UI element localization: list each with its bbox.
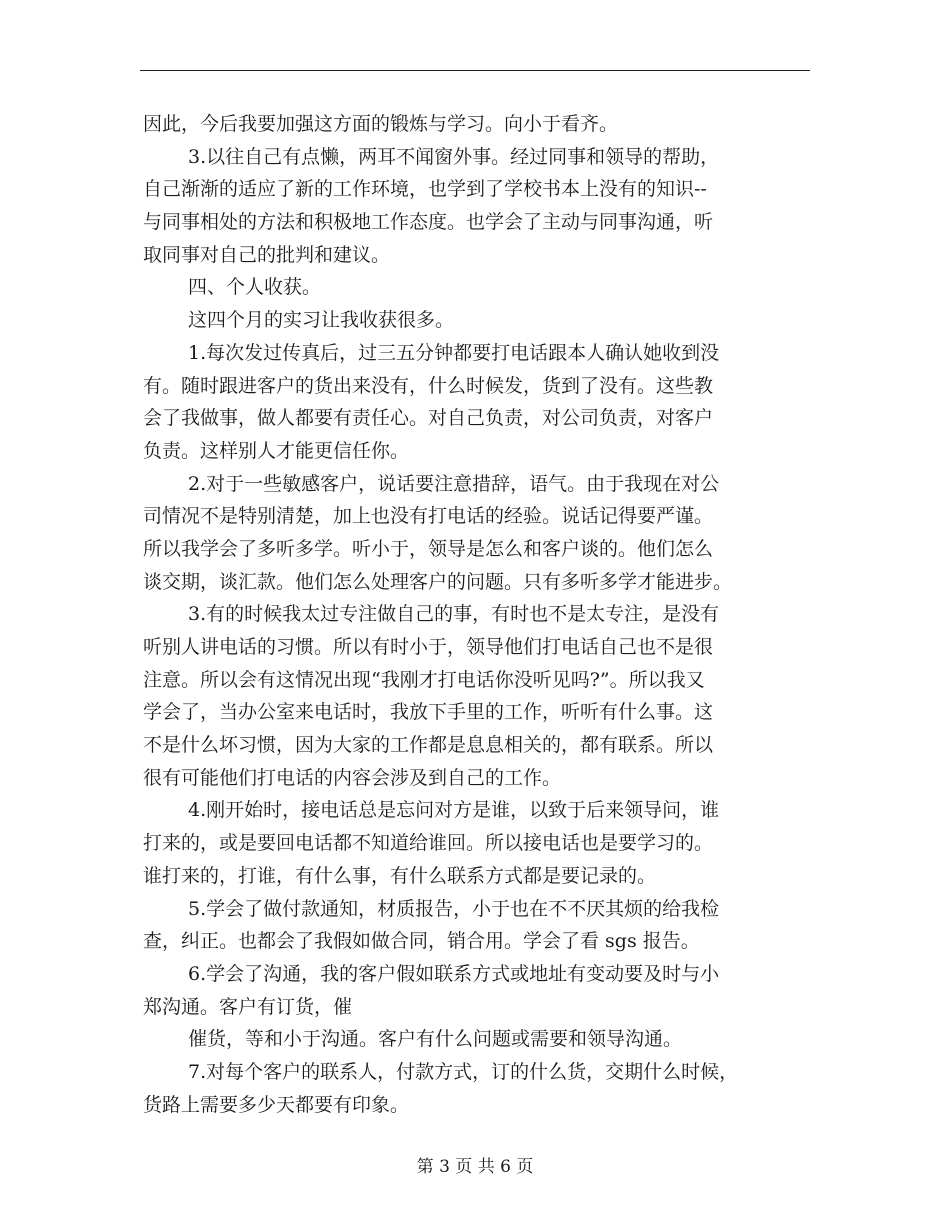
text-line: 司情况不是特别清楚，加上也没有打电话的经验。说话记得要严谨。 bbox=[143, 505, 714, 528]
header-rule bbox=[140, 70, 810, 71]
text-line: 有。随时跟进客户的货出来没有，什么时候发，货到了没有。这些教 bbox=[143, 374, 714, 397]
text-line: 四、个人收获。 bbox=[188, 276, 322, 299]
text-line: 谁打来的，打谁，有什么事，有什么联系方式都是要记录的。 bbox=[143, 864, 657, 887]
text-line: 打来的，或是要回电话都不知道给谁回。所以接电话也是要学习的。 bbox=[143, 832, 714, 855]
text-line: 货路上需要多少天都要有印象。 bbox=[143, 1093, 410, 1116]
text-line: 谈交期，谈汇款。他们怎么处理客户的问题。只有多听多学才能进步。 bbox=[143, 570, 733, 593]
text-line: 3.以往自己有点懒，两耳不闻窗外事。经过同事和领导的帮助， bbox=[188, 145, 720, 168]
text-line: 3.有的时候我太过专注做自己的事，有时也不是太专注，是没有 bbox=[188, 603, 720, 626]
body-text bbox=[143, 108, 811, 1121]
text-line: 6.学会了沟通，我的客户假如联系方式或地址有变动要及时与小 bbox=[188, 962, 720, 985]
text-line: 2.对于一些敏感客户，说话要注意措辞，语气。由于我现在对公 bbox=[188, 472, 720, 495]
text-line: 催货，等和小于沟通。客户有什么问题或需要和领导沟通。 bbox=[188, 1028, 683, 1051]
text-line: 与同事相处的方法和积极地工作态度。也学会了主动与同事沟通，听 bbox=[143, 211, 714, 234]
text-line: 1.每次发过传真后，过三五分钟都要打电话跟本人确认她收到没 bbox=[188, 341, 720, 364]
text-line: 因此，今后我要加强这方面的锻炼与学习。向小于看齐。 bbox=[143, 113, 619, 135]
text-line: 学会了，当办公室来电话时，我放下手里的工作，听听有什么事。这 bbox=[143, 701, 714, 724]
text-line: 取同事对自己的批判和建议。 bbox=[143, 243, 391, 266]
text-line: 注意。所以会有这情况出现“我刚才打电话你没听见吗?”。所以我又 bbox=[143, 668, 705, 691]
text-line: 会了我做事，做人都要有责任心。对自己负责，对公司负责，对客户 bbox=[143, 407, 714, 430]
text-line: 4.刚开始时，接电话总是忘问对方是谁，以致于后来领导问，谁 bbox=[188, 799, 720, 822]
text-line: 不是什么坏习惯，因为大家的工作都是息息相关的，都有联系。所以 bbox=[143, 734, 714, 757]
text-line: 听别人讲电话的习惯。所以有时小于，领导他们打电话自己也不是很 bbox=[143, 636, 714, 658]
text-line: 这四个月的实习让我收获很多。 bbox=[188, 309, 455, 332]
text-line: 查，纠正。也都会了我假如做合同，销合用。学会了看 sgs 报告。 bbox=[143, 930, 700, 953]
text-line: 7.对每个客户的联系人，付款方式，订的什么货，交期什么时候， bbox=[188, 1060, 739, 1083]
text-line: 5.学会了做付款通知，材质报告，小于也在不不厌其烦的给我检 bbox=[188, 897, 720, 920]
text-line: 自己渐渐的适应了新的工作环境，也学到了学校书本上没有的知识-- bbox=[143, 178, 707, 201]
text-line: 负责。这样别人才能更信任你。 bbox=[143, 439, 410, 462]
text-line: 很有可能他们打电话的内容会涉及到自己的工作。 bbox=[143, 766, 562, 789]
page-footer: 第 3 页 共 6 页 bbox=[416, 1157, 534, 1177]
text-line: 郑沟通。客户有订货，催 bbox=[143, 995, 353, 1018]
text-line: 所以我学会了多听多学。听小于，领导是怎么和客户谈的。他们怎么 bbox=[143, 537, 714, 560]
